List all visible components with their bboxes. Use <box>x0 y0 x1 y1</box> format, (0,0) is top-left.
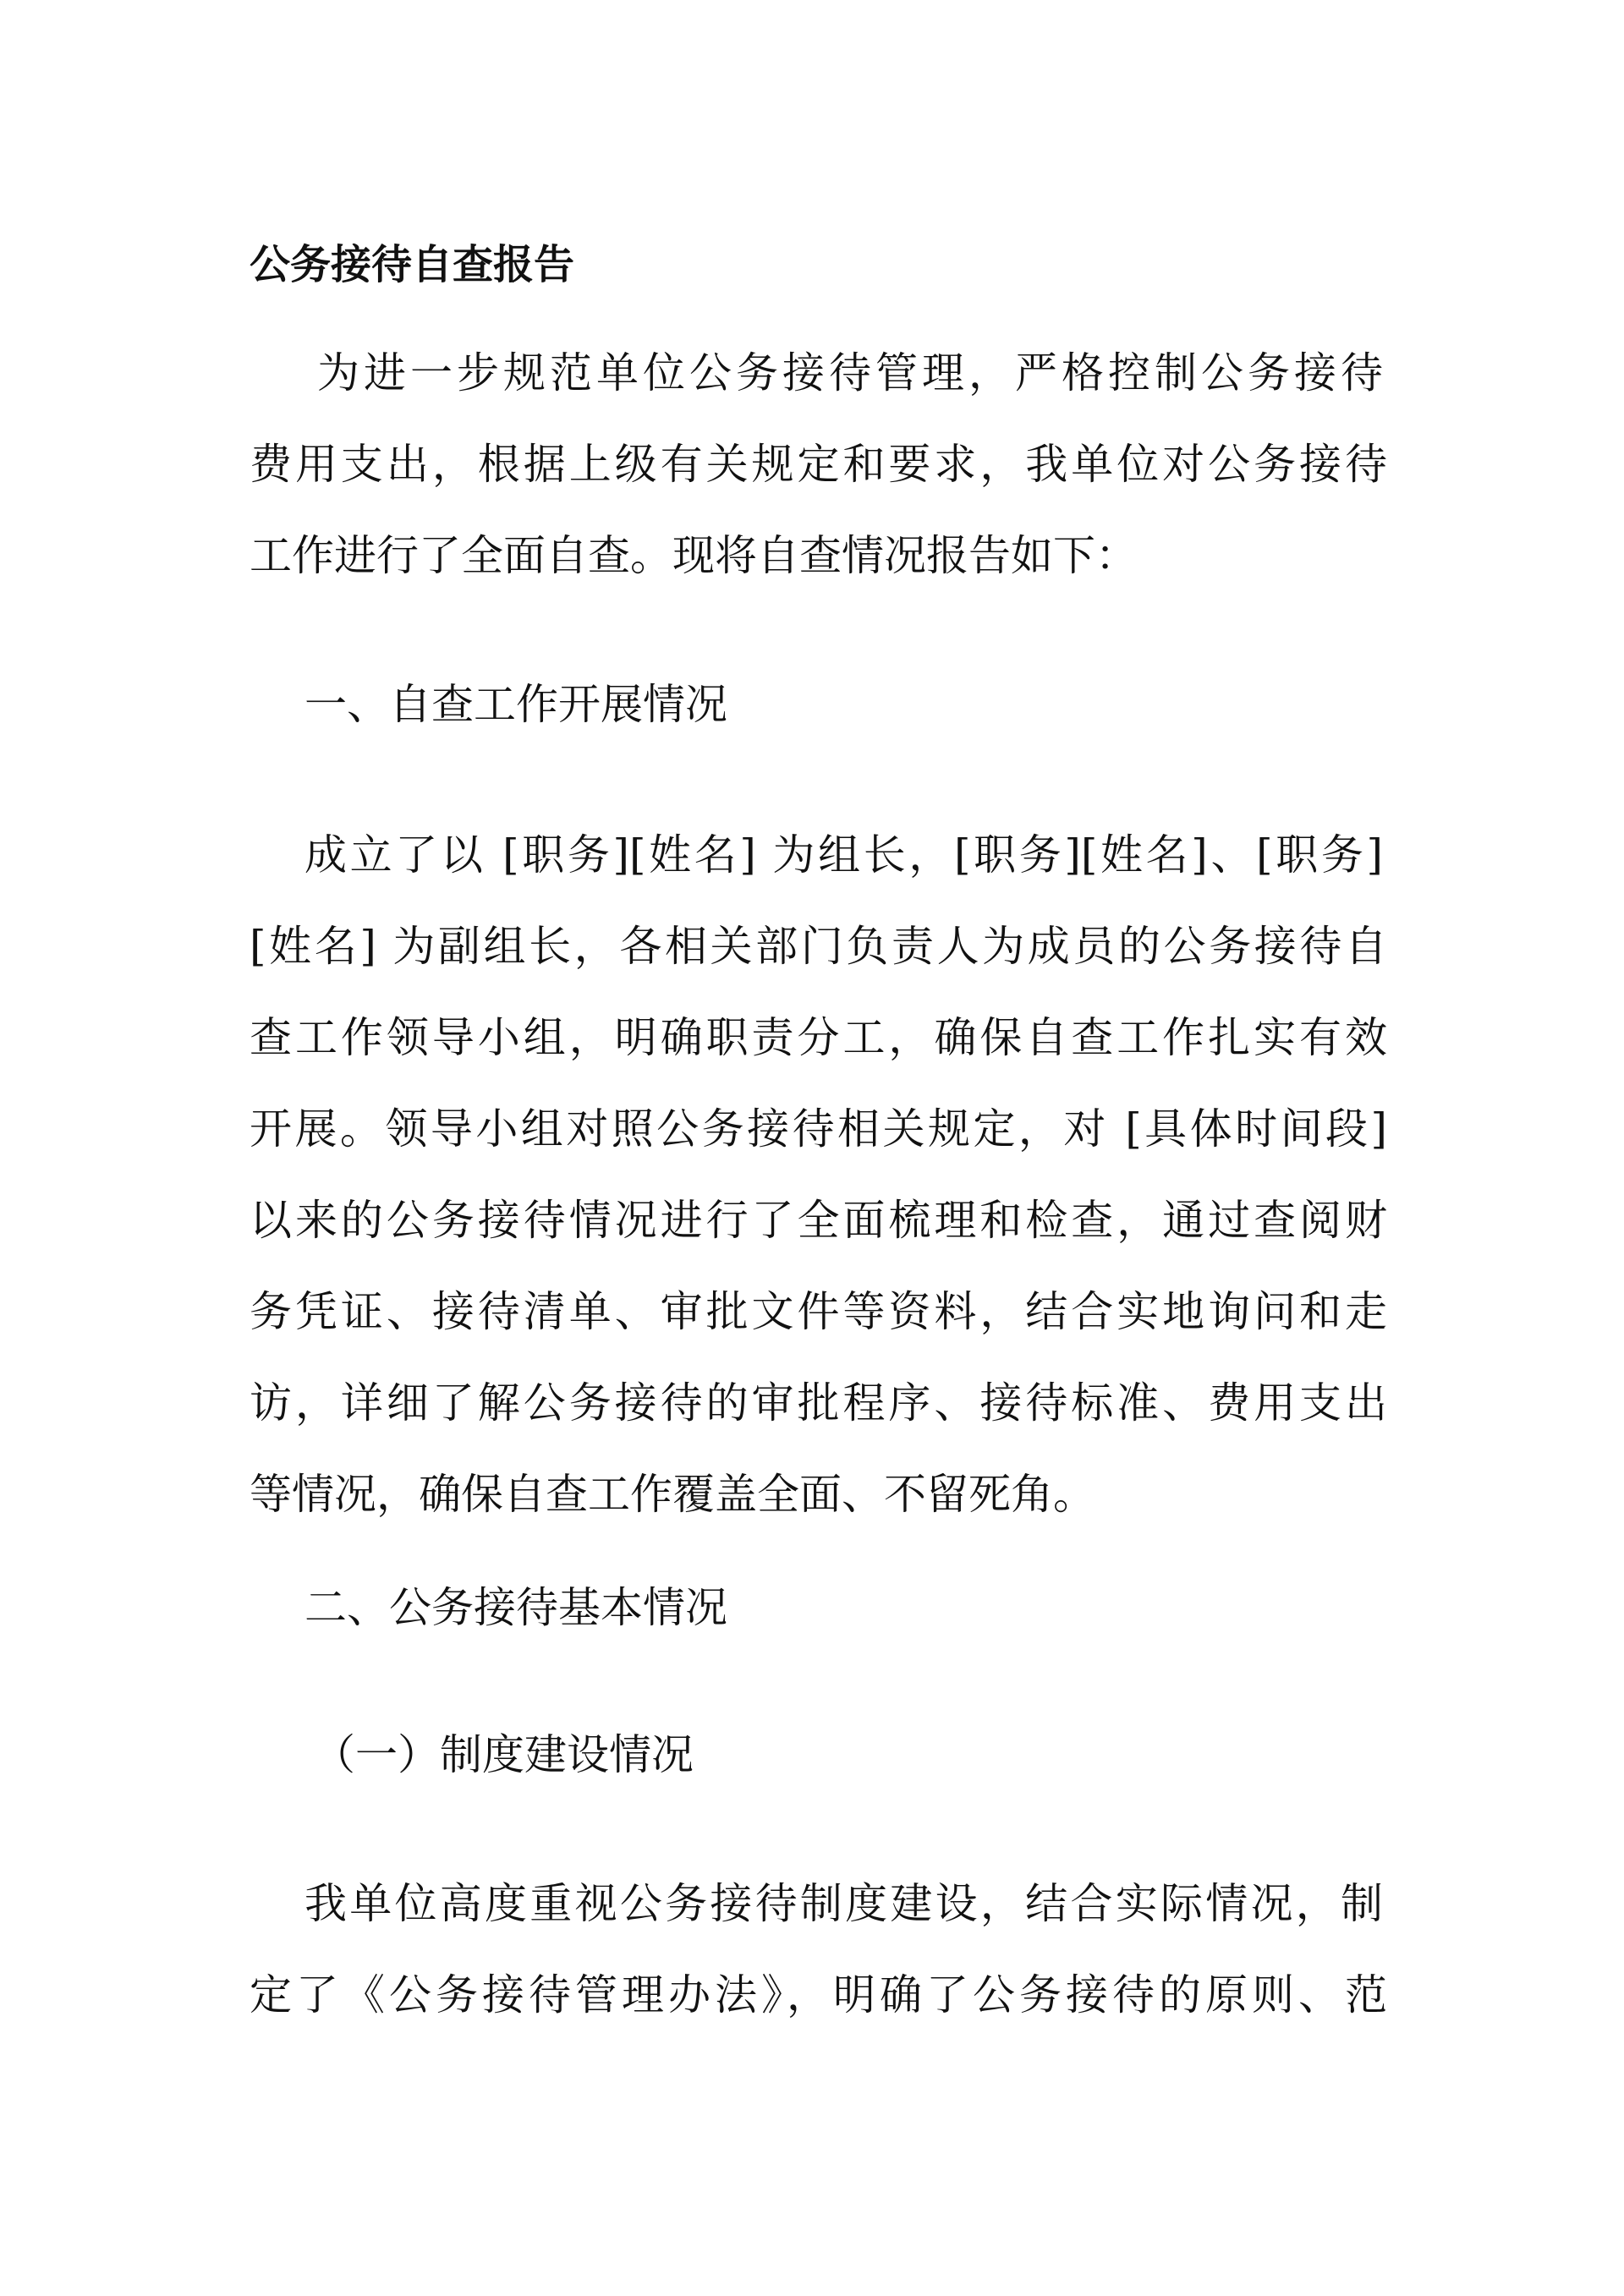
section-1-paragraph-line: 开展。领导小组对照公务接待相关规定，对 [具体时间段] <box>250 1104 1387 1153</box>
subsection-1-paragraph-line: 我单位高度重视公务接待制度建设，结合实际情况，制 <box>304 1879 1383 1928</box>
section-1-paragraph-line: 查工作领导小组，明确职责分工，确保自查工作扎实有效 <box>250 1013 1387 1062</box>
section-1-heading: 一、自查工作开展情况 <box>304 680 727 729</box>
intro-line: 费用支出，根据上级有关规定和要求，我单位对公务接待 <box>250 440 1387 489</box>
subsection-1-heading: （一）制度建设情况 <box>313 1730 694 1779</box>
subsection-1-paragraph-line: 定了《公务接待管理办法》，明确了公务接待的原则、范 <box>250 1970 1387 2019</box>
intro-line: 工作进行了全面自查。现将自查情况报告如下： <box>250 531 1138 580</box>
section-1-paragraph-line: 成立了以 [职务][姓名] 为组长，[职务][姓名]、[职务] <box>304 830 1383 879</box>
section-1-paragraph-line: 务凭证、接待清单、审批文件等资料，结合实地询问和走 <box>250 1287 1387 1336</box>
section-1-paragraph-line: 访，详细了解公务接待的审批程序、接待标准、费用支出 <box>250 1378 1387 1427</box>
document-title: 公务接待自查报告 <box>250 241 575 288</box>
section-1-paragraph-line: 以来的公务接待情况进行了全面梳理和检查，通过查阅财 <box>250 1196 1387 1245</box>
section-1-paragraph-line: [姓名] 为副组长，各相关部门负责人为成员的公务接待自 <box>250 922 1387 971</box>
section-1-paragraph-line: 等情况，确保自查工作覆盖全面、不留死角。 <box>250 1470 1095 1519</box>
section-2-heading: 二、公务接待基本情况 <box>304 1583 727 1632</box>
intro-line: 为进一步规范单位公务接待管理，严格控制公务接待 <box>317 348 1383 397</box>
